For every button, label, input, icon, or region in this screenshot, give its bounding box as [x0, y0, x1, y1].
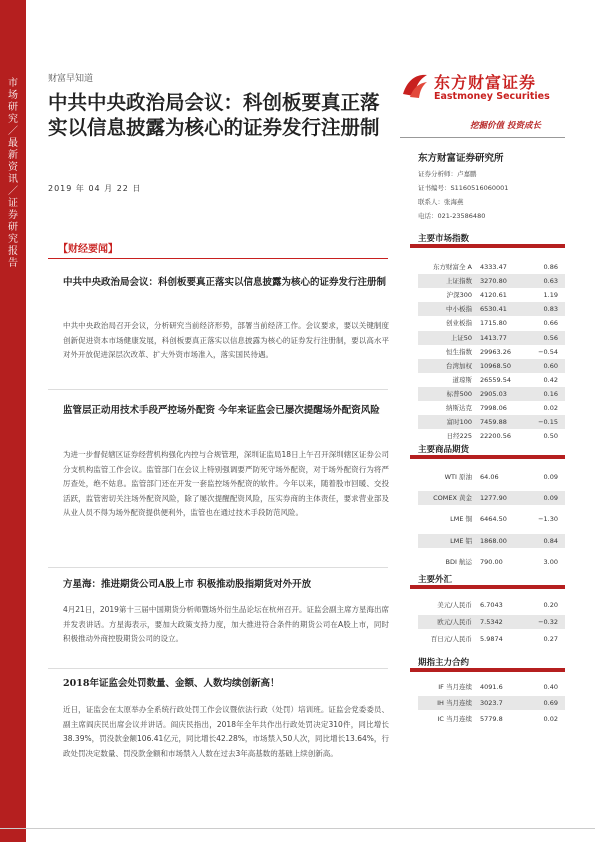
market-name: 中小板指 — [446, 305, 472, 314]
header-divider — [400, 137, 565, 138]
market-value: 22200.56 — [480, 432, 512, 441]
fx-title: 主要外汇 — [418, 575, 453, 585]
article-divider — [48, 567, 388, 568]
market-change-pct: 0.27 — [543, 635, 558, 643]
market-change-pct: 0.40 — [543, 683, 558, 691]
market-row — [418, 288, 565, 302]
market-change-pct: 0.86 — [543, 263, 558, 271]
market-row — [418, 491, 565, 505]
news-section-tag: 【财经要闻】 — [58, 244, 118, 255]
market-change-pct: −0.54 — [538, 347, 558, 356]
market-row — [418, 429, 565, 443]
article-body: 中共中央政治局召开会议，分析研究当前经济形势，部署当前经济工作。会议要求，要以关键制度创新促进资本市场健康发展，科创板要真正落实以信息披露为核心的证券发行注册制，要以高水平对外开放促进深层次改革、扩大外资市场准入，落实国民待遇。 — [63, 321, 389, 359]
market-value: 10968.50 — [480, 361, 512, 370]
market-value: 790.00 — [480, 557, 503, 566]
market-change-pct: −1.30 — [538, 515, 558, 524]
institute-name: 东方财富证券研究所 — [418, 153, 504, 164]
market-name: 欧元/人民币 — [437, 618, 472, 626]
market-value: 7.5342 — [480, 618, 503, 626]
market-name: COMEX 黄金 — [433, 494, 472, 503]
contact-line: 联系人：张海燕 — [418, 198, 464, 206]
market-row — [418, 534, 565, 548]
market-row — [418, 302, 565, 316]
phone-line: 电话：021-23586480 — [418, 212, 486, 220]
market-name: 上证50 — [450, 333, 472, 342]
market-name: 上证指数 — [446, 277, 472, 286]
article-divider — [48, 389, 388, 390]
market-change-pct: −0.15 — [538, 418, 558, 427]
market-value: 3270.80 — [480, 277, 507, 286]
market-name: WTI 原油 — [444, 473, 472, 481]
market-name: 纳斯达克 — [446, 404, 472, 412]
market-name: 创业板指 — [446, 319, 472, 328]
market-name: 台湾加权 — [446, 361, 472, 370]
market-change-pct: 0.50 — [543, 432, 558, 441]
market-name: 美元/人民币 — [437, 601, 472, 609]
market-index-title: 主要市场指数 — [418, 234, 470, 244]
market-change-pct: 1.19 — [543, 291, 558, 300]
market-row — [418, 316, 565, 330]
market-value: 5.9874 — [480, 635, 503, 643]
article-body: 4月21日，2019第十三届中国期货分析师暨场外衍生品论坛在杭州召开。证监会副主席方星海出席并发表讲话。方星海表示，要加大政策支持力度，加大推进符合条件的期货公司在A股上市，同时积极推动外商控股期货公司的设立。 — [63, 605, 389, 643]
market-row — [418, 470, 565, 484]
market-row — [418, 555, 565, 569]
report-title: 中共中央政治局会议：科创板要真正落实以信息披露为核心的证券发行注册制 — [48, 91, 380, 139]
market-value: 4333.47 — [480, 263, 507, 271]
market-index-bar — [410, 244, 565, 248]
market-row — [418, 345, 565, 359]
market-name: IH 当月连续 — [437, 699, 472, 707]
market-row — [418, 387, 565, 401]
brand-name-cn: 东方财富证券 — [434, 73, 537, 92]
market-name: 百日元/人民币 — [430, 635, 472, 643]
market-name: 东方财富全 A — [432, 263, 472, 271]
market-change-pct: 0.69 — [543, 699, 558, 707]
article-divider — [48, 668, 388, 669]
market-value: 6464.50 — [480, 515, 507, 524]
market-change-pct: 0.09 — [543, 473, 558, 481]
market-value: 2905.03 — [480, 389, 507, 398]
futures-bar — [410, 668, 565, 672]
market-value: 7998.06 — [480, 404, 507, 412]
market-name: 日经225 — [446, 432, 472, 441]
market-change-pct: 0.16 — [543, 389, 558, 398]
article-headline: 2018年证监会处罚数量、金额、人数均续创新高！ — [63, 678, 280, 689]
article-headline: 监管层正动用技术手段严控场外配资 今年来证监会已屡次提醒场外配资风险 — [63, 405, 380, 416]
article-body: 为进一步督促辖区证券经营机构强化内控与合规管理，深圳证监局18日上午召开深圳辖区证券公司分支机构监管工作会议。监管部门在会议上特别强调要严防死守场外配资，对于场外配资行为将严厉查处，绝不姑息。监管部门还在开发一套监控场外配资的软件。今年以来，随着股市回暖、交投活跃，监管密切关注场外配资风险，除了屡次提醒配资风险，压实券商的主体责任，要求营业部及从业人员不得为场外配资提供便利外，监管也在通过技术手段防范风险。 — [63, 450, 389, 517]
certificate-line: 证书编号：S1160516060001 — [418, 184, 509, 192]
market-change-pct: 3.00 — [543, 557, 558, 566]
market-value: 1868.00 — [480, 536, 507, 545]
market-row — [418, 359, 565, 373]
market-value: 26559.54 — [480, 375, 512, 384]
market-row — [418, 274, 565, 288]
brand-slogan: 挖掘价值 投资成长 — [470, 121, 541, 131]
market-name: LME 铜 — [450, 515, 472, 524]
side-category-label: 市场研究／最新资讯／证券研究报告 — [8, 78, 18, 269]
market-value: 29963.26 — [480, 347, 512, 356]
market-row — [418, 373, 565, 387]
footer-divider — [0, 828, 595, 829]
market-row — [418, 696, 565, 710]
market-row — [418, 331, 565, 345]
market-change-pct: −0.32 — [538, 618, 558, 626]
market-change-pct: 0.83 — [543, 305, 558, 314]
market-row — [418, 512, 565, 526]
futures-title: 期指主力合约 — [418, 658, 470, 668]
market-change-pct: 0.56 — [543, 333, 558, 342]
market-value: 64.06 — [480, 473, 499, 481]
market-value: 1413.77 — [480, 333, 507, 342]
news-section-divider — [48, 258, 388, 259]
market-name: BDI 航运 — [445, 557, 472, 566]
market-value: 1277.90 — [480, 494, 507, 503]
commodity-bar — [410, 455, 565, 459]
commodity-title: 主要商品期货 — [418, 445, 470, 455]
market-row — [418, 260, 565, 274]
article-body: 近日，证监会在太原举办全系统行政处罚工作会议暨依法行政（处罚）培训班。证监会党委委员、副主席阎庆民出席会议并讲话。阎庆民指出，2018年全年共作出行政处罚决定310件，同比增长38.39%，罚没款金额106.41亿元，同比增长42.28%，市场禁入50人次，同比增长13.64%，行政处罚决定数量、罚没款金额和市场禁入人数在过去3年高基数的基础上续创新高。 — [63, 705, 389, 758]
market-change-pct: 0.02 — [543, 404, 558, 412]
market-name: IC 当月连续 — [437, 715, 472, 723]
market-row — [418, 598, 565, 612]
market-change-pct: 0.42 — [543, 375, 558, 384]
market-change-pct: 0.60 — [543, 361, 558, 370]
analyst-line: 证券分析师：卢嘉鹏 — [418, 170, 477, 178]
article-headline: 方星海：推进期货公司A股上市 积极推动股指期货对外开放 — [63, 579, 312, 590]
market-name: LME 铝 — [450, 536, 472, 545]
market-row — [418, 680, 565, 694]
brand-name-en: Eastmoney Securities — [434, 91, 550, 102]
market-value: 1715.80 — [480, 319, 507, 328]
market-row — [418, 712, 565, 726]
market-change-pct: 0.63 — [543, 277, 558, 286]
market-change-pct: 0.66 — [543, 319, 558, 328]
market-name: 富时100 — [446, 418, 472, 427]
market-row — [418, 632, 565, 646]
market-name: 道琼斯 — [452, 375, 472, 384]
market-value: 7459.88 — [480, 418, 507, 427]
market-value: 4120.61 — [480, 291, 507, 300]
market-row — [418, 401, 565, 415]
article-headline: 中共中央政治局会议：科创板要真正落实以信息披露为核心的证券发行注册制 — [63, 277, 387, 288]
market-row — [418, 615, 565, 629]
market-value: 6.7043 — [480, 601, 503, 609]
report-date: 2019 年 04 月 22 日 — [48, 184, 142, 193]
market-change-pct: 0.02 — [543, 715, 558, 723]
eastmoney-logo-icon — [400, 70, 430, 100]
market-name: 沪深300 — [446, 291, 472, 300]
market-change-pct: 0.84 — [543, 536, 558, 545]
market-row — [418, 415, 565, 429]
market-value: 4091.6 — [480, 683, 503, 691]
market-change-pct: 0.09 — [543, 494, 558, 503]
market-value: 3023.7 — [480, 699, 503, 707]
market-change-pct: 0.20 — [543, 601, 558, 609]
market-name: 标普500 — [446, 389, 472, 398]
fx-bar — [410, 585, 565, 589]
market-value: 5779.8 — [480, 715, 503, 723]
market-name: 恒生指数 — [446, 347, 472, 356]
market-value: 6530.41 — [480, 305, 507, 314]
report-series: 财富早知道 — [48, 74, 94, 84]
market-name: IF 当月连续 — [438, 683, 472, 691]
